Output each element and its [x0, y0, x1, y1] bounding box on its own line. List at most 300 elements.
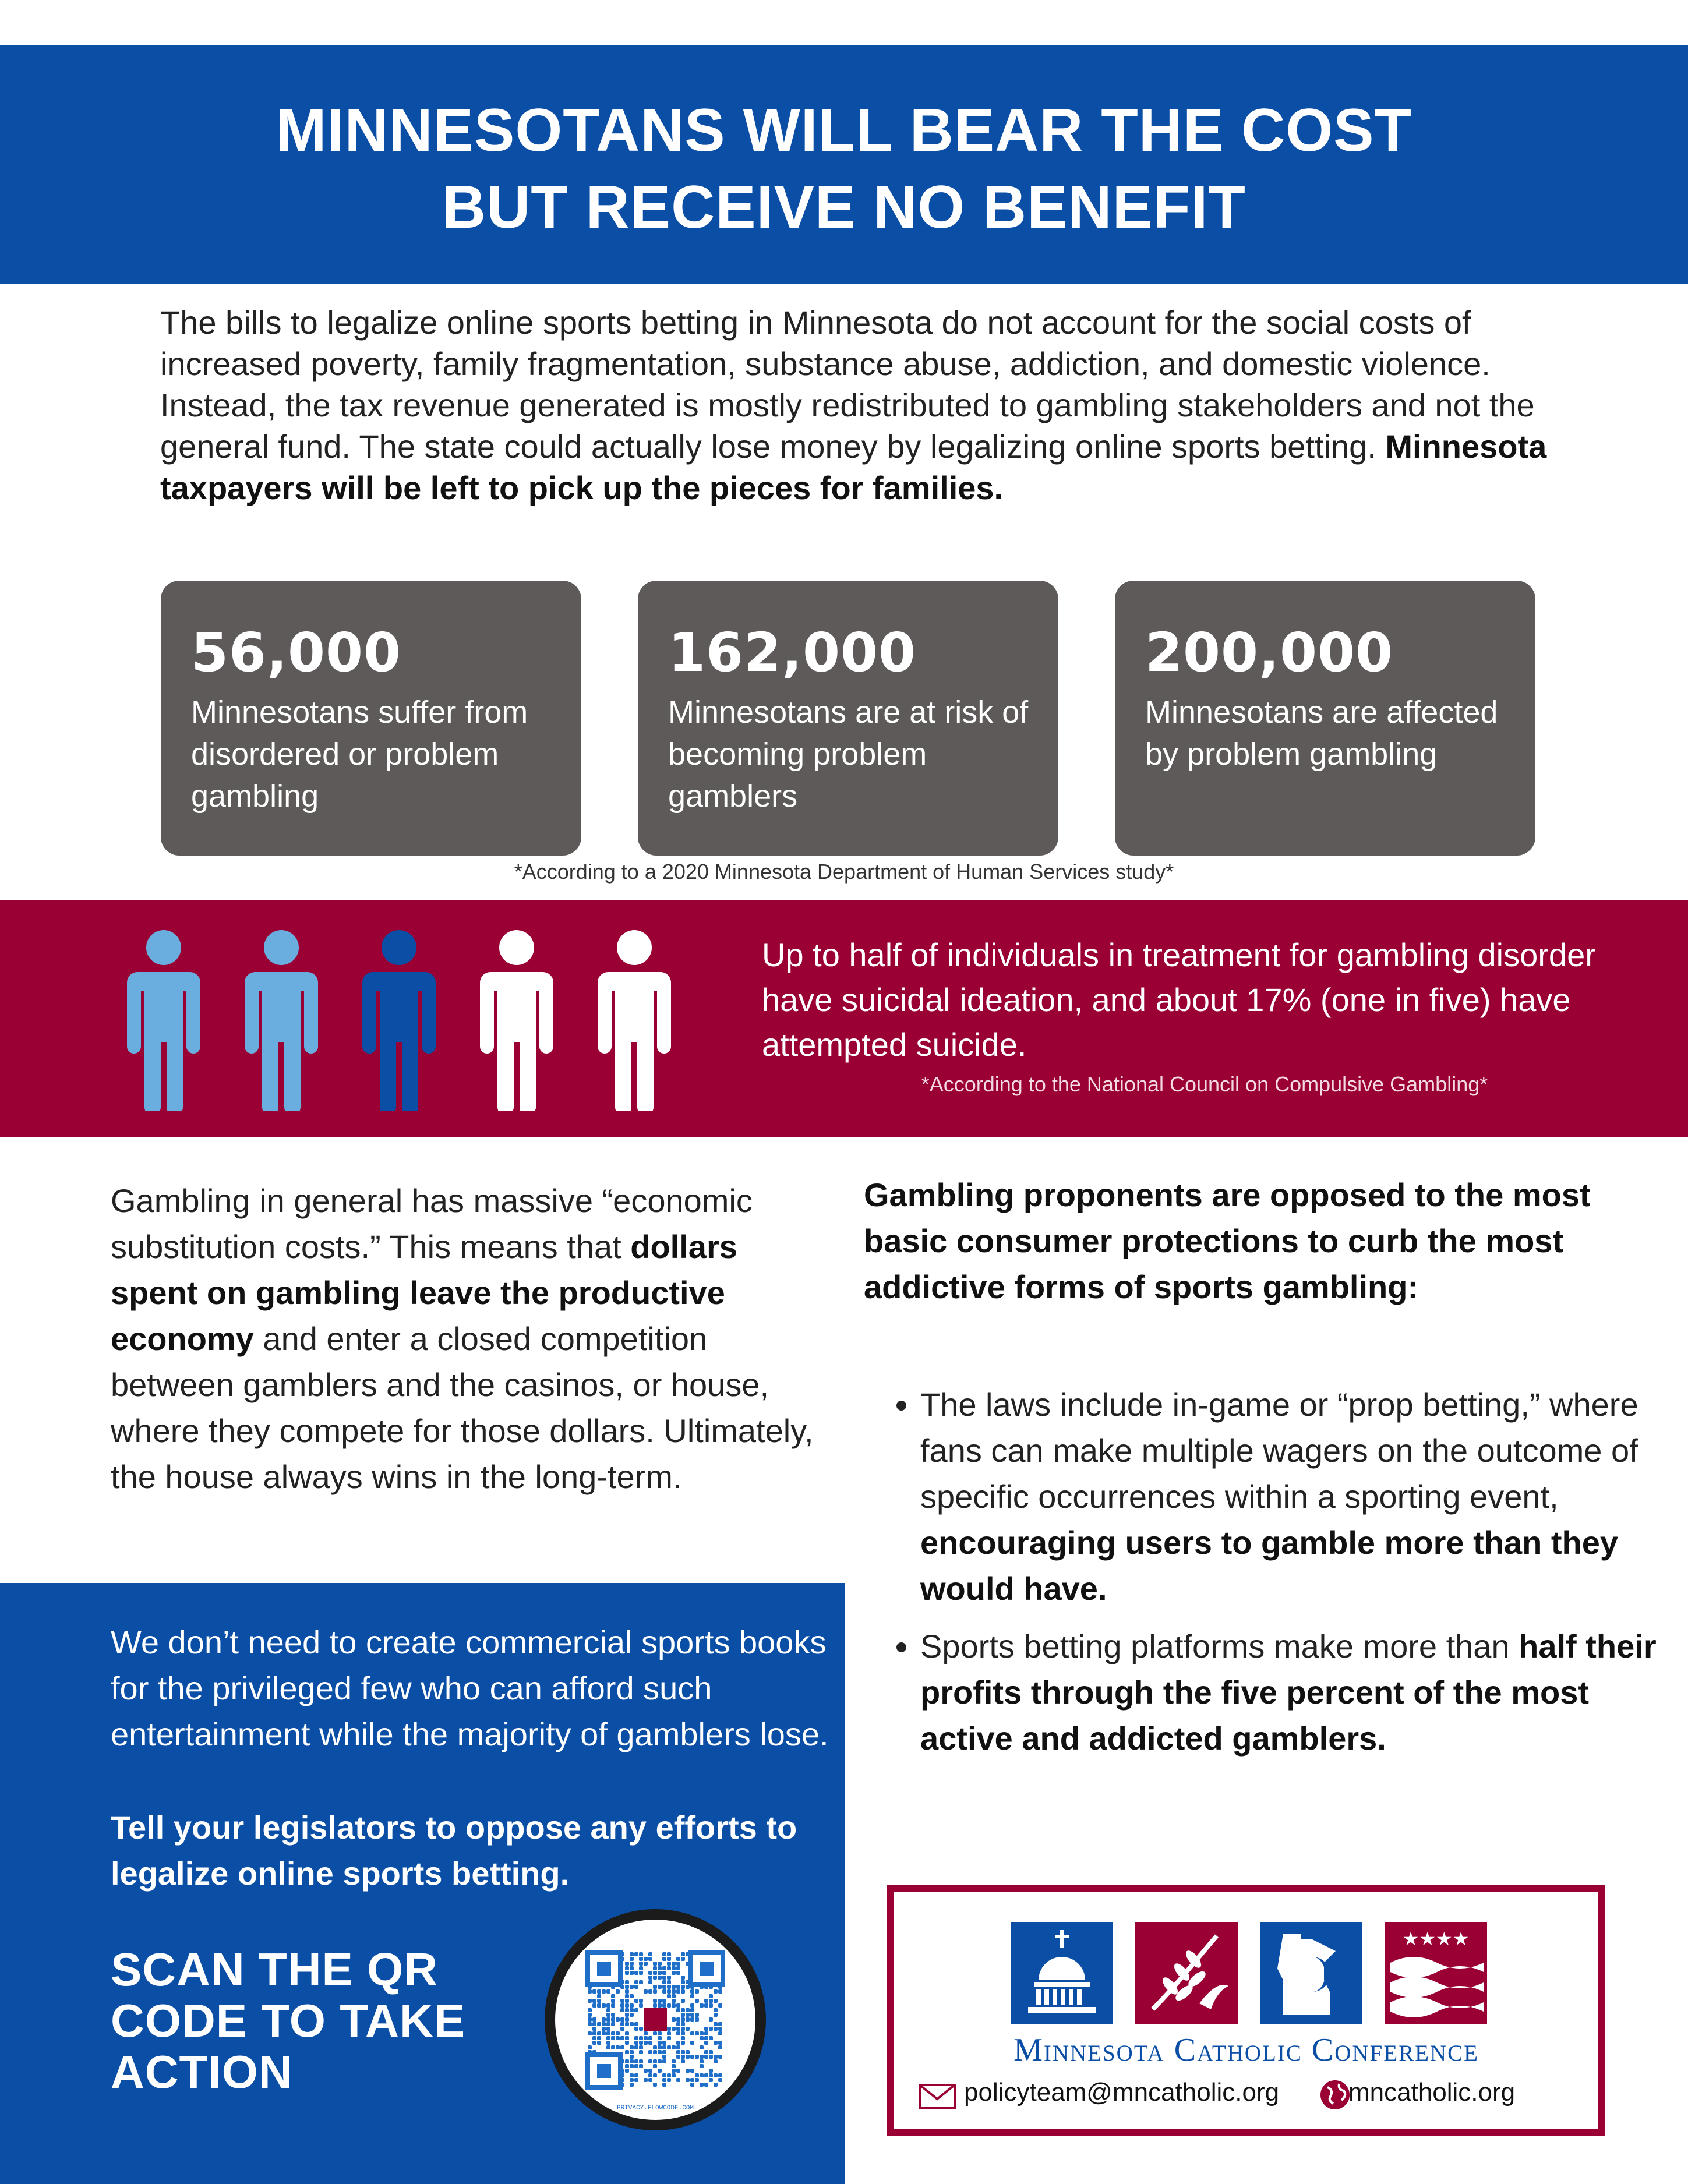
qr-module	[625, 1962, 629, 1966]
qr-module	[634, 2022, 638, 2026]
qr-module	[588, 2008, 592, 2012]
qr-module	[620, 2027, 624, 2031]
qr-module	[620, 2017, 624, 2022]
qr-module	[709, 1999, 713, 2003]
qr-module	[667, 1985, 671, 1989]
cta-text: We don’t need to create commercial sports books for the privileged few who can afford such entertainment while the majority of gamblers lose.	[111, 1624, 829, 1752]
qr-module	[676, 1971, 680, 1975]
qr-code-inner	[555, 1920, 755, 2120]
qr-module	[681, 2036, 685, 2040]
qr-module	[686, 2013, 690, 2017]
stat-description: Minnesotans suffer from disordered or problem gambling	[191, 695, 528, 814]
qr-module	[662, 2073, 666, 2077]
qr-module	[704, 2031, 708, 2035]
qr-module	[653, 1976, 657, 1980]
stat-card-3	[1115, 581, 1535, 856]
qr-module	[602, 2027, 606, 2031]
qr-module	[653, 2045, 657, 2049]
list-item	[920, 1381, 1678, 1612]
qr-module	[690, 2083, 694, 2087]
qr-module	[592, 1989, 596, 1994]
qr-module	[676, 2050, 680, 2054]
qr-module	[592, 2022, 596, 2026]
qr-module	[630, 1957, 634, 1961]
qr-module	[611, 2036, 615, 2040]
qr-module	[625, 2031, 629, 2035]
qr-module	[648, 2050, 652, 2054]
qr-module	[676, 2031, 680, 2035]
qr-module	[686, 2069, 690, 2073]
qr-module	[709, 2073, 713, 2077]
qr-module	[606, 2045, 610, 2049]
qr-module	[597, 2022, 601, 2026]
qr-module	[681, 1980, 685, 1984]
qr-module	[718, 2031, 722, 2035]
suicide-stat-footnote: *According to the National Council on Compulsive Gambling*	[921, 1072, 1488, 1096]
qr-module	[611, 2013, 615, 2017]
qr-module	[625, 2069, 629, 2073]
qr-module	[662, 1999, 666, 2003]
qr-module	[662, 2003, 666, 2008]
qr-module	[644, 2069, 648, 2073]
qr-module	[630, 2008, 634, 2012]
qr-module	[588, 2013, 592, 2017]
qr-module	[634, 1971, 638, 1975]
qr-module	[676, 1985, 680, 1989]
qr-module	[639, 1980, 643, 1984]
qr-module	[592, 1999, 596, 2003]
qr-module	[718, 2078, 722, 2082]
qr-module	[616, 2031, 620, 2035]
qr-module	[667, 2078, 671, 2082]
person-icon	[243, 930, 319, 1111]
qr-module	[625, 2064, 629, 2068]
qr-module	[625, 2022, 629, 2026]
qr-module	[588, 1989, 592, 1994]
qr-module	[625, 1989, 629, 1994]
qr-module	[686, 2027, 690, 2031]
qr-module	[630, 2022, 634, 2026]
qr-module	[658, 2059, 662, 2063]
qr-module	[718, 2041, 722, 2045]
qr-module	[704, 1999, 708, 2003]
qr-module	[634, 2073, 638, 2077]
qr-module	[644, 2036, 648, 2040]
qr-module	[592, 2036, 596, 2040]
qr-module	[672, 1989, 676, 1994]
qr-module	[676, 2008, 680, 2012]
qr-module	[611, 2017, 615, 2022]
qr-module	[625, 2008, 629, 2012]
qr-module	[662, 1985, 666, 1989]
qr-module	[606, 1989, 610, 1994]
qr-module	[653, 2050, 657, 2054]
qr-module	[630, 2003, 634, 2008]
list-item	[920, 1623, 1678, 1761]
qr-module	[704, 2027, 708, 2031]
qr-module	[700, 2083, 704, 2087]
qr-module	[681, 2027, 685, 2031]
qr-module	[658, 1962, 662, 1966]
qr-module	[667, 2003, 671, 2008]
qr-module	[658, 2003, 662, 2008]
qr-module	[662, 1989, 666, 1994]
qr-module	[695, 2055, 699, 2059]
qr-module	[700, 2031, 704, 2035]
qr-module	[690, 1989, 694, 1994]
qr-module	[648, 2069, 652, 2073]
suicide-stat-band	[0, 900, 1688, 1137]
qr-module	[611, 2045, 615, 2049]
qr-module	[662, 1980, 666, 1984]
qr-module	[667, 1980, 671, 1984]
qr-module	[672, 2064, 676, 2068]
qr-module	[718, 2003, 722, 2008]
qr-module	[667, 2027, 671, 2031]
stat-number: 56,000	[191, 621, 402, 684]
qr-module	[625, 1980, 629, 1984]
qr-module	[676, 2027, 680, 2031]
qr-module	[658, 2050, 662, 2054]
qr-module	[592, 2027, 596, 2031]
qr-module	[625, 2003, 629, 2008]
qr-module	[630, 2059, 634, 2063]
qr-module	[634, 2078, 638, 2082]
qr-module	[714, 2083, 718, 2087]
qr-module	[653, 1962, 657, 1966]
qr-module	[648, 2036, 652, 2040]
qr-module	[700, 2073, 704, 2077]
qr-finder	[690, 1952, 723, 1985]
qr-module	[634, 1952, 638, 1956]
qr-module	[602, 2003, 606, 2008]
qr-module	[625, 1971, 629, 1975]
qr-module	[714, 2055, 718, 2059]
qr-module	[690, 2055, 694, 2059]
qr-module	[606, 2031, 610, 2035]
qr-module	[616, 1989, 620, 1994]
call-to-action-box	[0, 1583, 845, 2184]
qr-module	[602, 2017, 606, 2022]
svg-text:★★★★: ★★★★	[1402, 1928, 1470, 1950]
qr-module	[700, 2003, 704, 2008]
qr-module	[676, 2045, 680, 2049]
qr-module	[634, 2027, 638, 2031]
qr-module	[672, 2069, 676, 2073]
scan-qr-heading: SCAN THE QR CODE TO TAKE ACTION	[111, 1943, 466, 2098]
qr-module	[639, 2064, 643, 2068]
qr-module	[634, 2064, 638, 2068]
qr-module	[648, 2078, 652, 2082]
qr-module	[718, 2022, 722, 2026]
person-icon	[479, 930, 555, 1111]
qr-module	[662, 2083, 666, 2087]
qr-code-pattern	[555, 1920, 755, 2120]
qr-module	[662, 2050, 666, 2054]
website-link[interactable]: mncatholic.org	[1348, 2078, 1516, 2107]
qr-module	[690, 2078, 694, 2082]
qr-module	[704, 2036, 708, 2040]
qr-module	[620, 2008, 624, 2012]
bullet-bold-text: half their profits through the five percent of the most active and addicted gamblers.	[920, 1628, 1657, 1757]
qr-module	[714, 2073, 718, 2077]
qr-module	[667, 1957, 671, 1961]
qr-module	[681, 2013, 685, 2017]
qr-module	[681, 2050, 685, 2054]
qr-module	[686, 2078, 690, 2082]
qr-module	[662, 2045, 666, 2049]
qr-module	[695, 2073, 699, 2077]
qr-module	[690, 2041, 694, 2045]
qr-module	[597, 1994, 601, 1998]
qr-module	[709, 2027, 713, 2031]
qr-module	[597, 2036, 601, 2040]
qr-module	[695, 2013, 699, 2017]
qr-module	[639, 1962, 643, 1966]
qr-module	[676, 2055, 680, 2059]
qr-module	[653, 2003, 657, 2008]
qr-module	[653, 1971, 657, 1975]
qr-module	[672, 2003, 676, 2008]
qr-module	[704, 2083, 708, 2087]
qr-module	[644, 1989, 648, 1994]
qr-module	[662, 1952, 666, 1956]
qr-module	[653, 1985, 657, 1989]
qr-module	[667, 1976, 671, 1980]
qr-module	[648, 1957, 652, 1961]
qr-module	[620, 2022, 624, 2026]
qr-module	[625, 2013, 629, 2017]
qr-module	[672, 2045, 676, 2049]
person-icon	[361, 930, 437, 1111]
qr-module	[686, 2008, 690, 2012]
qr-module	[681, 2041, 685, 2045]
qr-module	[634, 2041, 638, 2045]
qr-code[interactable]	[545, 1909, 766, 2130]
qr-module	[667, 2031, 671, 2035]
qr-module	[667, 1952, 671, 1956]
qr-module	[611, 1994, 615, 1998]
cta-bold-text: Tell your legislators to oppose any efforts to legalize online sports betting.	[111, 1809, 797, 1892]
qr-module	[704, 2050, 708, 2054]
qr-module	[714, 1999, 718, 2003]
qr-module	[634, 1985, 638, 1989]
qr-module	[588, 1999, 592, 2003]
qr-module	[662, 1976, 666, 1980]
qr-module	[714, 2059, 718, 2063]
website-icon	[1319, 2079, 1351, 2111]
left-bold-text: dollars spent on gambling leave the productive economy	[111, 1228, 737, 1357]
person-icon	[126, 930, 202, 1111]
qr-module	[602, 2022, 606, 2026]
qr-module	[714, 2013, 718, 2017]
qr-module	[630, 2055, 634, 2059]
qr-module	[658, 1966, 662, 1970]
qr-module	[718, 2055, 722, 2059]
qr-module	[620, 2036, 624, 2040]
qr-module	[592, 2041, 596, 2045]
qr-module	[718, 1989, 722, 1994]
qr-module	[681, 2055, 685, 2059]
qr-module	[648, 1989, 652, 1994]
qr-module	[625, 2059, 629, 2063]
qr-module	[658, 2036, 662, 2040]
qr-module	[676, 2022, 680, 2026]
qr-module	[658, 1971, 662, 1975]
qr-module	[592, 2017, 596, 2022]
qr-module	[611, 2003, 615, 2008]
qr-module	[662, 2055, 666, 2059]
qr-module	[672, 1962, 676, 1966]
qr-module	[695, 2017, 699, 2022]
qr-module	[625, 2050, 629, 2054]
qr-module	[625, 1994, 629, 1998]
qr-module	[714, 2041, 718, 2045]
qr-module	[597, 1989, 601, 1994]
qr-module	[681, 2017, 685, 2022]
qr-module	[639, 1966, 643, 1970]
qr-module	[700, 2064, 704, 2068]
flag-stars-stripes-icon	[1385, 1922, 1487, 2024]
qr-module	[588, 2017, 592, 2022]
qr-module	[606, 2041, 610, 2045]
qr-module	[709, 2055, 713, 2059]
qr-module	[667, 1966, 671, 1970]
qr-module	[658, 1999, 662, 2003]
qr-module	[634, 1999, 638, 2003]
organization-name: Minnesota Catholic Conference	[1013, 2032, 1479, 2068]
qr-module	[653, 2059, 657, 2063]
qr-module	[620, 2003, 624, 2008]
qr-module	[648, 2041, 652, 2045]
email-link[interactable]: policyteam@mncatholic.org	[964, 2078, 1280, 2107]
bullet-text: The laws include in-game or “prop betting,” where fans can make multiple wagers on the outcome of specific occurrences within a sporting event,	[920, 1386, 1638, 1515]
qr-module	[695, 2078, 699, 2082]
qr-module	[644, 2078, 648, 2082]
qr-module	[653, 2073, 657, 2077]
qr-module	[658, 2031, 662, 2035]
consumer-protections-list	[891, 1381, 1678, 1773]
qr-module	[620, 1999, 624, 2003]
qr-caption: PRIVACY.FLOWCODE.COM	[616, 2105, 694, 2112]
stats-footnote: *According to a 2020 Minnesota Department of Human Services study*	[514, 860, 1174, 884]
qr-module	[611, 1999, 615, 2003]
qr-module	[662, 1966, 666, 1970]
qr-module	[639, 2059, 643, 2063]
qr-module	[672, 2017, 676, 2022]
qr-module	[667, 2036, 671, 2040]
qr-module	[639, 2036, 643, 2040]
qr-module	[648, 1976, 652, 1980]
qr-module	[686, 2050, 690, 2054]
qr-module	[709, 2078, 713, 2082]
qr-module	[616, 2036, 620, 2040]
qr-module	[681, 1999, 685, 2003]
qr-module	[695, 1989, 699, 1994]
qr-module	[597, 2041, 601, 2045]
email-icon	[919, 2084, 956, 2109]
qr-module	[676, 2041, 680, 2045]
qr-module	[676, 1989, 680, 1994]
qr-module	[681, 2059, 685, 2063]
qr-finder	[588, 1952, 620, 1985]
qr-module	[630, 2083, 634, 2087]
qr-module	[714, 1989, 718, 1994]
qr-module	[690, 2031, 694, 2035]
qr-module	[602, 2031, 606, 2035]
qr-module	[644, 2041, 648, 2045]
qr-module	[606, 2036, 610, 2040]
intro-text: The bills to legalize online sports betting in Minnesota do not account for the social costs of increased poverty, family fragmentation, substance abuse, addiction, and domestic violence. Instead, the tax revenue generated is mostly redistributed to gambling stakeholders and not the general fund. The state could actually lose money by legalizing online sports betting.	[160, 304, 1535, 465]
qr-module	[597, 2031, 601, 2035]
qr-module	[686, 2017, 690, 2022]
qr-module	[667, 2045, 671, 2049]
qr-module	[714, 2008, 718, 2012]
qr-module	[630, 1971, 634, 1975]
qr-module	[718, 2027, 722, 2031]
qr-module	[690, 2008, 694, 2012]
qr-module	[611, 2031, 615, 2035]
qr-module	[695, 1999, 699, 2003]
qr-module	[672, 1971, 676, 1975]
qr-module	[690, 1994, 694, 1998]
suicide-stat-text: Up to half of individuals in treatment for gambling disorder have suicidal ideation, and about 17% (one in five) have attempted suicide.	[762, 936, 1596, 1063]
qr-module	[630, 2045, 634, 2049]
qr-module	[588, 2045, 592, 2049]
qr-module	[709, 2050, 713, 2054]
qr-module	[653, 2031, 657, 2035]
intro-paragraph	[160, 302, 1552, 508]
qr-module	[616, 2017, 620, 2022]
qr-module	[676, 1966, 680, 1970]
qr-module	[606, 2013, 610, 2017]
qr-module	[630, 1994, 634, 1998]
stat-card-2	[638, 581, 1058, 856]
qr-module	[639, 1999, 643, 2003]
qr-module	[653, 2064, 657, 2068]
page-title	[0, 92, 1688, 246]
qr-module	[630, 2050, 634, 2054]
qr-module	[681, 2031, 685, 2035]
qr-module	[630, 2013, 634, 2017]
stat-card-1	[161, 581, 581, 856]
qr-module	[709, 1994, 713, 1998]
qr-module	[676, 2078, 680, 2082]
qr-module	[690, 2069, 694, 2073]
qr-module	[714, 2027, 718, 2031]
qr-module	[634, 2045, 638, 2049]
qr-module	[639, 1957, 643, 1961]
qr-module	[588, 2031, 592, 2035]
stat-description: Minnesotans are at risk of becoming problem gamblers	[668, 695, 1029, 814]
qr-module	[700, 2045, 704, 2049]
qr-module	[597, 1999, 601, 2003]
header-banner	[0, 45, 1688, 284]
qr-module	[630, 1985, 634, 1989]
qr-module	[639, 1952, 643, 1956]
bullet-bold-text: encouraging users to gamble more than they would have.	[920, 1524, 1619, 1607]
qr-module	[700, 2036, 704, 2040]
qr-module	[681, 1952, 685, 1956]
person-icon	[596, 930, 672, 1111]
qr-module	[653, 2083, 657, 2087]
qr-module	[667, 1989, 671, 1994]
dove-branch-icon	[1135, 1922, 1238, 2024]
qr-module	[648, 2073, 652, 2077]
qr-module	[602, 1989, 606, 1994]
qr-module	[630, 1952, 634, 1956]
qr-module	[681, 2022, 685, 2026]
